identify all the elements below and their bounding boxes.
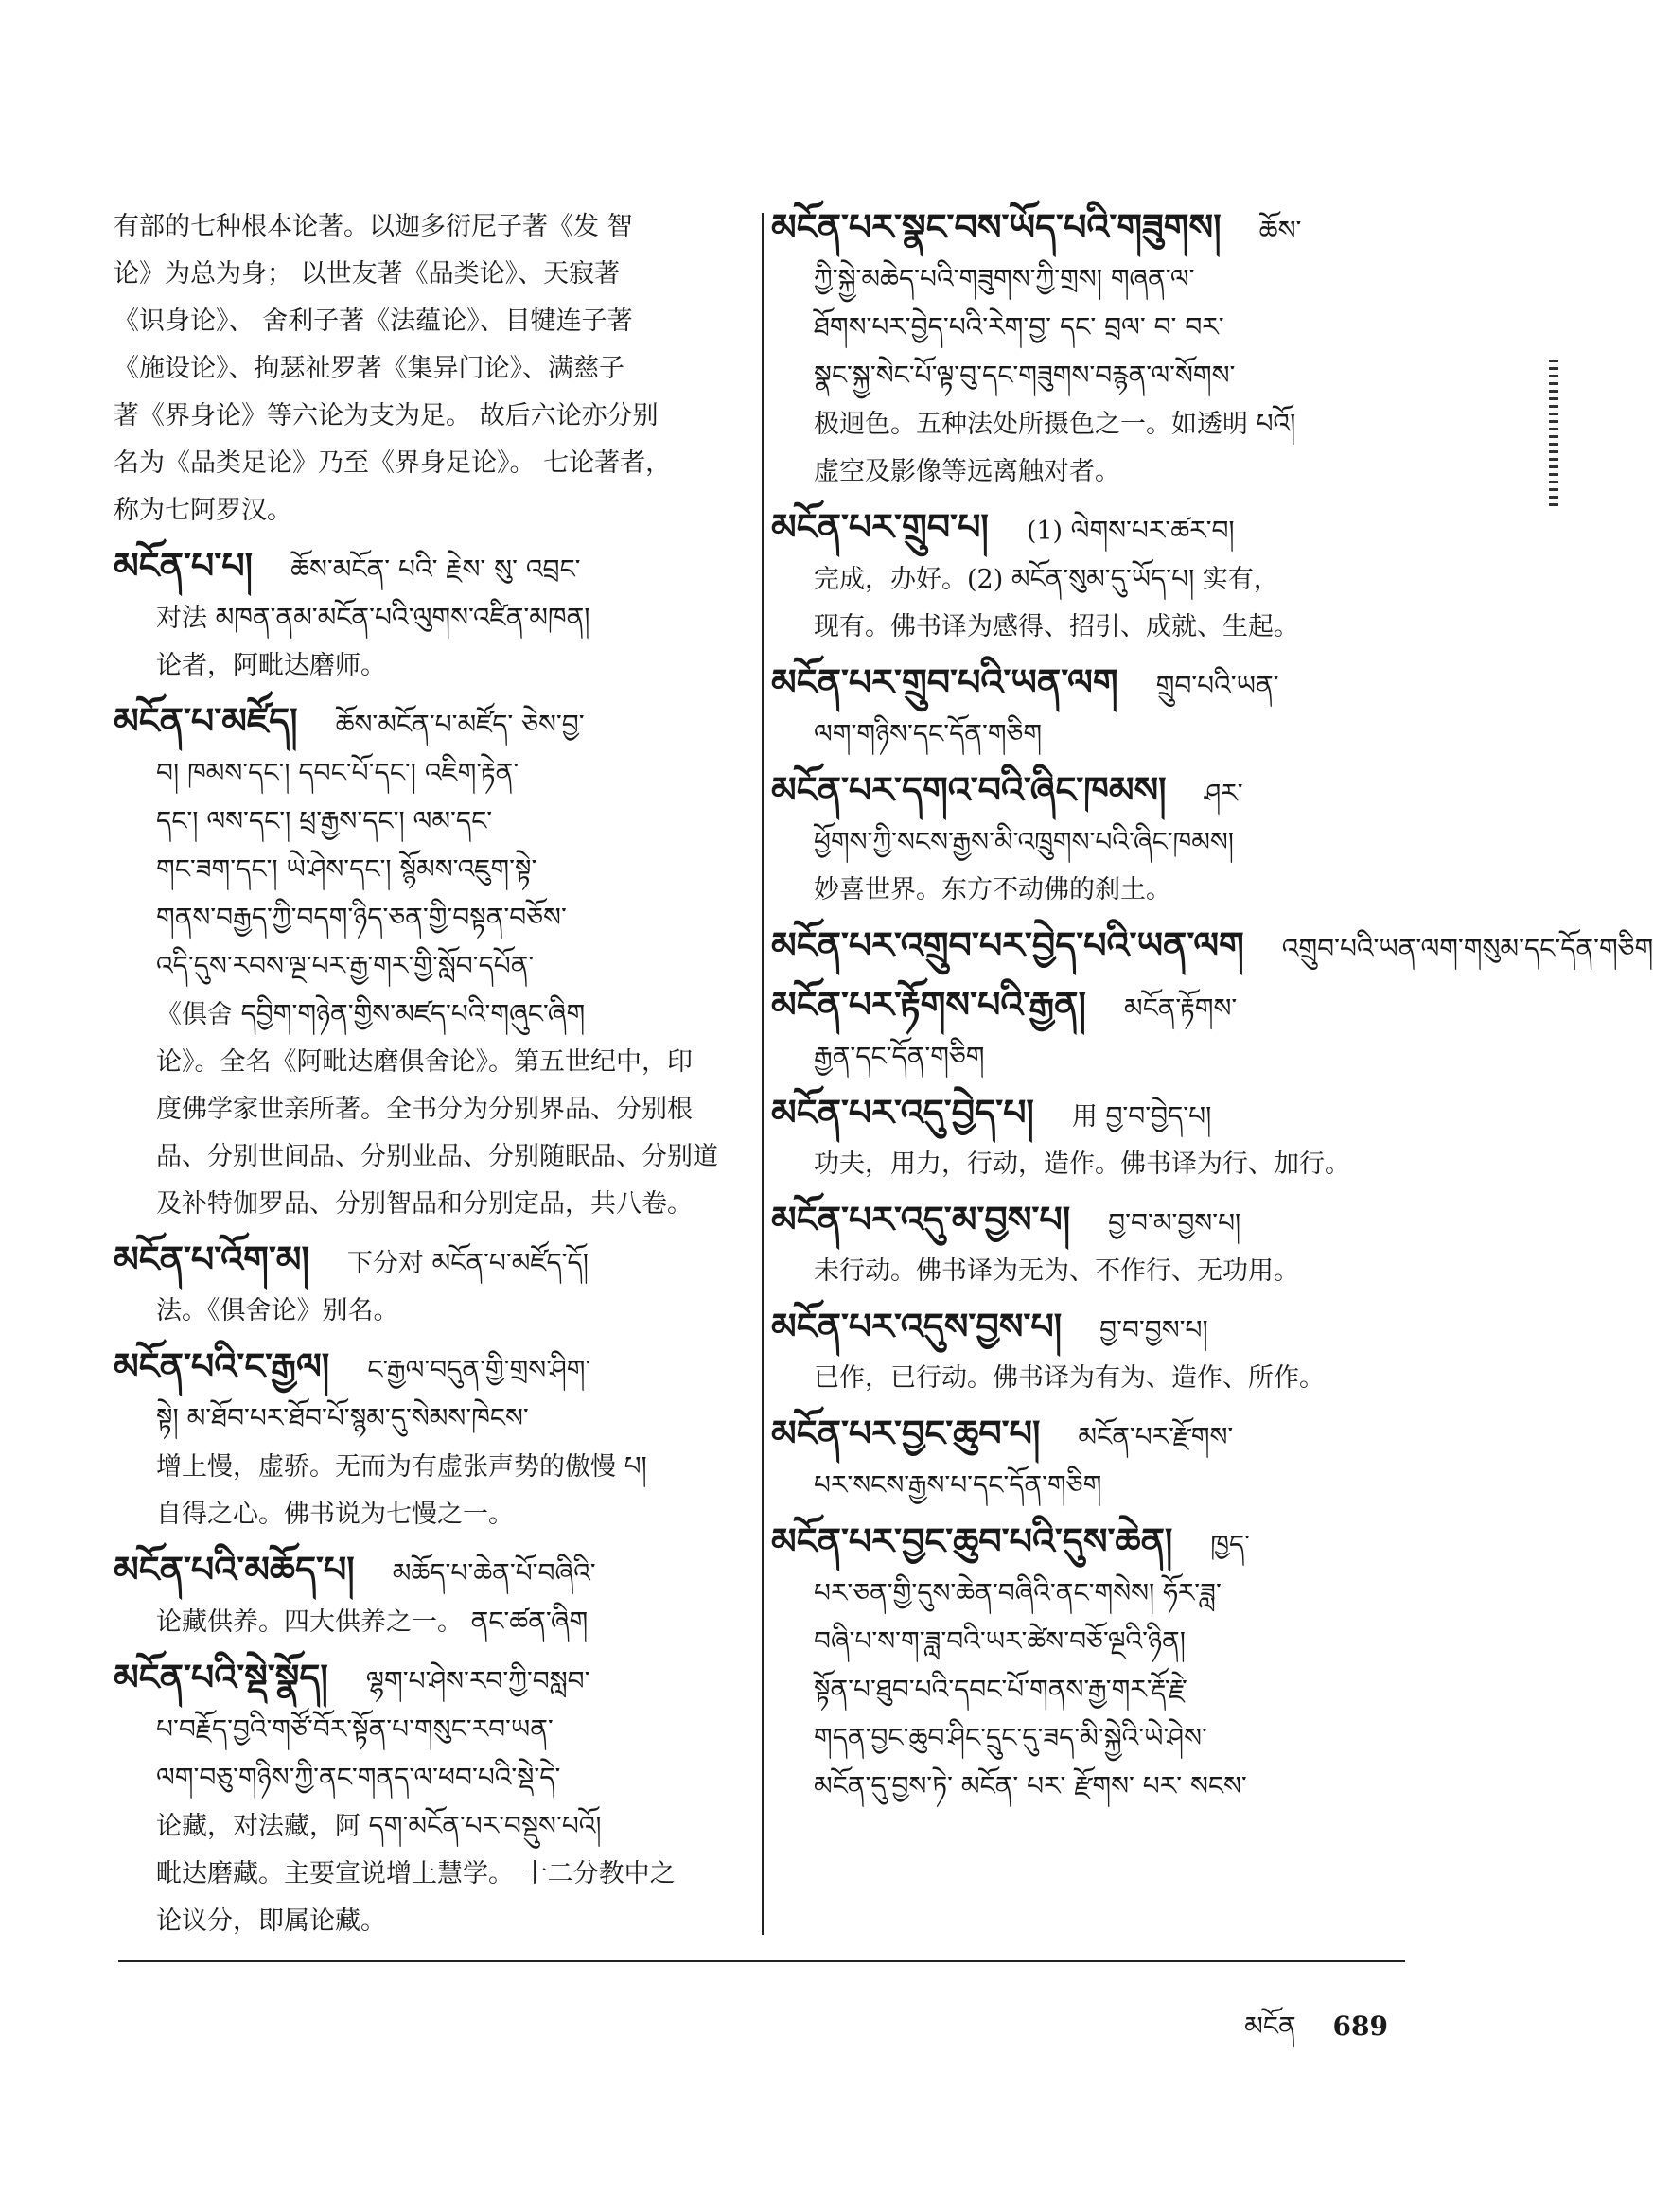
entry-line (114, 942, 729, 991)
entry-line (771, 255, 1415, 304)
chinese-text: 未行动。佛书译为无为、不作行、无功用。 (814, 1256, 1299, 1286)
entry-line (771, 448, 1415, 496)
tibetan-text: ཐོགས་པར་བྱེད་པའི་རེག་བྱ་ དང་ བྲལ་ བ་ བར་ (814, 311, 1224, 342)
entry-line (771, 1089, 1415, 1141)
entry-line (771, 1141, 1415, 1188)
entry-line (114, 1546, 729, 1598)
left-column (114, 203, 729, 1953)
chinese-text: 论藏，对法藏，阿 (156, 1812, 360, 1841)
footer-rule (118, 1960, 1405, 1962)
entry-line (114, 1288, 729, 1335)
chinese-text: (1) (1026, 517, 1064, 546)
tibetan-text: ང་རྒྱལ་བདུན་གྱི་གྲས་ཤིག་ (367, 1354, 591, 1385)
entry-line (114, 1395, 729, 1443)
entry-line (114, 1654, 729, 1706)
entry-line (114, 1598, 729, 1646)
chinese-text: 毗达磨藏。主要宣说增上慧学。 十二分教中之 (156, 1859, 676, 1888)
entry-line (771, 1355, 1415, 1402)
chinese-text: 极迥色。五种法处所摄色之一。如透明 (814, 410, 1248, 439)
headword: མངོན་པར་འདུ་མ་བྱས་པ། (771, 1199, 1071, 1240)
page-footer (1244, 1996, 1388, 2071)
entry-line (771, 1303, 1415, 1355)
chinese-text: 实有， (1202, 565, 1279, 594)
dictionary-entry (771, 203, 1415, 496)
tibetan-text: རྒྱན་དང་དོན་གཅིག (814, 1041, 985, 1072)
headword: མངོན་པར་བྱང་ཆུབ་པའི་དུས་ཆེན། (771, 1520, 1173, 1562)
entry-line (771, 400, 1415, 448)
tibetan-text: དབྱིག་གཉེན་གྱིས་མཛད་པའི་གཞུང་ཞིག (240, 998, 586, 1029)
tibetan-text: འདི་དུས་རབས་ལྔ་པར་རྒྱ་གར་གྱི་སློབ་དཔོན་ (156, 950, 535, 981)
headword: མངོན་པ་འོག་མ། (114, 1238, 309, 1280)
tibetan-text: ལྷག་པ་ཤེས་རབ་ཀྱི་བསླབ་ (365, 1665, 590, 1696)
entry-line (771, 981, 1415, 1033)
headword: མངོན་པར་རྟོགས་པའི་རྒྱན། (771, 984, 1086, 1026)
tibetan-text: ཆོས་ (1258, 215, 1302, 246)
tibetan-text: སྟོན་པ་ཐུབ་པའི་དབང་པོ་གནས་རྒྱ་གར་རྡོ་རྗེ་ (814, 1674, 1187, 1705)
chinese-text: 及补特伽罗品、分别智品和分别定品，共八卷。 (156, 1189, 693, 1219)
entry-line (771, 766, 1415, 818)
tibetan-text: ལག་གཉིས་དང་དོན་གཅིག (814, 718, 1043, 749)
entry-line (114, 1754, 729, 1802)
column-divider (762, 213, 764, 1935)
entry-line (771, 711, 1415, 759)
entry-line (114, 594, 729, 642)
tibetan-text: མཁན་ནམ་མངོན་པའི་ལུགས་འཛིན་མཁན། (215, 602, 590, 633)
dictionary-entry (114, 1546, 729, 1646)
chinese-text: 论藏供养。四大供养之一。 (156, 1607, 463, 1637)
chinese-text: 论》。全名《阿毗达磨俱舍论》。第五世纪中，印 (156, 1047, 693, 1077)
entry-line (114, 697, 729, 749)
tibetan-text: གྲུབ་པའི་ཡན་ (1155, 670, 1279, 701)
entry-line (114, 1236, 729, 1288)
dictionary-entry (771, 503, 1415, 651)
chinese-text: 论者，阿毗达磨师。 (156, 651, 386, 680)
chinese-text: 品、分别世间品、分别业品、分别随眠品、分别道 (156, 1142, 718, 1171)
chinese-text: 论议分，即属论藏。 (156, 1906, 386, 1936)
dictionary-entry (771, 1410, 1415, 1510)
chinese-text: 增上慢，虚骄。无而为有虚张声势的傲慢 (156, 1452, 616, 1482)
tibetan-text: བ། ཁམས་དང་། དབང་པོ་དང་། འཇིག་རྟེན་ (156, 757, 519, 788)
headword: མངོན་པ་མཛོད། (114, 700, 298, 742)
dictionary-entry (771, 658, 1415, 759)
chinese-text: 称为七阿罗汉。 (114, 496, 292, 525)
entry-line (114, 642, 729, 690)
chinese-text: 《施设论》、拘瑟祉罗著《集异门论》、满慈子 (114, 354, 624, 383)
chinese-text: 法。《俱舍论》别名。 (156, 1296, 399, 1325)
chinese-text: 论》为总为身； 以世友著《品类论》、天寂著 (114, 259, 621, 289)
tibetan-text: ནང་ཚན་ཞིག (470, 1606, 589, 1637)
entry-line (114, 894, 729, 942)
entry-line (114, 440, 729, 487)
tibetan-text: དག་མངོན་པར་བསྡུས་པའོ། (368, 1810, 602, 1841)
chinese-text: 《识身论》、 舍利子著《法蕴论》、目犍连子著 (114, 307, 633, 336)
entry-line (771, 1196, 1415, 1248)
tibetan-text: ཤར་ (1204, 778, 1243, 809)
entry-line (114, 1851, 729, 1898)
entry-line (771, 503, 1415, 555)
tibetan-text: དང་། ལས་དང་། ཕྲ་རྒྱས་དང་། ལམ་དང་ (156, 805, 493, 836)
chinese-text: 著《界身论》等六论为支为足。 故后六论亦分别 (114, 401, 659, 430)
chinese-text: 虚空及影像等远离触对者。 (814, 457, 1120, 486)
tibetan-text: བྱ་བ་མ་བྱས་པ། (1108, 1207, 1241, 1238)
entry-line (114, 1443, 729, 1491)
tibetan-text: མངོན་རྟོགས་ (1123, 992, 1238, 1024)
entry-line (114, 1086, 729, 1133)
tibetan-text: མངོན་པར་རྫོགས་ (1078, 1421, 1234, 1452)
dictionary-entry (114, 542, 729, 690)
tibetan-text: ཁྱད་ (1210, 1529, 1251, 1560)
entry-line (771, 1714, 1415, 1763)
tibetan-text: ཆོས་མངོན་ པའི་ རྗེས་ སུ་ འབྲང་ (290, 553, 581, 585)
dictionary-entry (771, 766, 1415, 914)
entry-line (114, 1039, 729, 1086)
entry-line (114, 749, 729, 798)
entry-line (114, 1898, 729, 1945)
dictionary-entry (771, 1196, 1415, 1295)
chinese-text: 名为《品类足论》乃至《界身足论》。 七论著者， (114, 448, 672, 478)
entry-line (771, 658, 1415, 711)
tibetan-text: མངོན་དུ་བྱས་ཏེ་ མངོན་ པར་ རྫོགས་ པར་ སངས་ (814, 1770, 1247, 1801)
chinese-text: 度佛学家世亲所著。全书分为分别界品、分别根 (156, 1095, 693, 1124)
headword: མངོན་པར་འདུ་བྱེད་པ། (771, 1092, 1034, 1133)
chinese-text: 有部的七种根本论著。以迦多衍尼子著《发 智 (114, 212, 633, 241)
chinese-text: 下分对 (346, 1249, 424, 1278)
tibetan-text: པ་བརྗོད་བྱའི་གཙོ་བོར་སྟོན་པ་གསུང་རབ་ཡན་ (156, 1713, 554, 1745)
entry-line (114, 846, 729, 894)
entry-line (771, 1410, 1415, 1462)
entry-line (771, 1033, 1415, 1081)
tibetan-text: བྱ་བ་བྱས་པ། (1099, 1314, 1208, 1345)
chinese-text: 已作，已行动。佛书译为有为、造作、所作。 (814, 1363, 1325, 1393)
headword: མངོན་པའི་སྡེ་སྣོད། (114, 1657, 328, 1698)
chinese-text: 现有。佛书译为感得、招引、成就、生起。 (814, 612, 1299, 641)
entry-line (114, 345, 729, 393)
headword: མངོན་པར་དགའ་བའི་ཞིང་ཁམས། (771, 769, 1167, 811)
tibetan-text: མངོན་པ་མཛོད་དོ། (431, 1247, 589, 1278)
tibetan-text: པར་ཅན་གྱི་དུས་ཆེན་བཞིའི་ནང་གསེས། ཧོར་ཟླ་ (814, 1577, 1222, 1608)
entry-line (114, 203, 729, 251)
tibetan-text: པའོ། (1256, 408, 1296, 439)
dictionary-entry (771, 1303, 1415, 1402)
dictionary-entry (771, 922, 1653, 974)
entry-line (771, 867, 1415, 914)
headword: མངོན་པར་བྱང་ཆུབ་པ། (771, 1413, 1041, 1454)
entry-line (114, 1133, 729, 1181)
entry-line (114, 1706, 729, 1754)
chinese-text: 自得之心。佛书说为七慢之一。 (156, 1500, 514, 1529)
dictionary-entry (771, 1089, 1415, 1188)
tibetan-text: སྟེ། མ་ཐོབ་པར་ཐོབ་པོ་སྙམ་དུ་སེམས་ཁེངས་ (156, 1402, 529, 1433)
entry-line (771, 1462, 1415, 1510)
entry-line (771, 922, 1653, 974)
tibetan-text: པར་སངས་རྒྱས་པ་དང་དོན་གཅིག (814, 1469, 1102, 1501)
chinese-text: 功夫，用力，行动，造作。佛书译为行、加行。 (814, 1150, 1350, 1179)
scan-edge-marks (1549, 360, 1558, 511)
dictionary-entry (114, 203, 729, 535)
entry-line (114, 298, 729, 345)
entry-line (771, 1570, 1415, 1618)
entry-line (771, 604, 1415, 651)
tibetan-text: གདན་བྱང་ཆུབ་ཤིང་དྲུང་དུ་ཟད་མི་སྐྱེའི་ཡེ་ཤེས་ (814, 1722, 1207, 1753)
entry-line (771, 203, 1415, 255)
dictionary-entry (114, 697, 729, 1228)
tibetan-text: ཆོས་མངོན་པ་མཛོད་ ཅེས་བྱ་ (335, 709, 585, 740)
entry-line (114, 393, 729, 440)
chinese-text: 用 (1071, 1102, 1098, 1132)
tibetan-text: པ། (624, 1450, 647, 1482)
entry-line (771, 304, 1415, 352)
dictionary-entry (114, 1654, 729, 1945)
entry-line (114, 1491, 729, 1538)
entry-line (114, 1181, 729, 1228)
entry-line (114, 251, 729, 298)
chinese-text: 妙喜世界。东方不动佛的刹土。 (814, 875, 1171, 904)
entry-line (771, 352, 1415, 400)
dictionary-entry (114, 1236, 729, 1335)
headword: མངོན་པར་གྲུབ་པའི་ཡན་ལག (771, 661, 1118, 703)
tibetan-text: འགྲུབ་པའི་ཡན་ལག་གསུམ་དང་དོན་གཅིག (1281, 933, 1653, 964)
right-column (771, 203, 1653, 1818)
page-number: 689 (1332, 2010, 1388, 2042)
tibetan-text: གནས་བརྒྱད་ཀྱི་བདག་ཉིད་ཅན་གྱི་བསྟན་བཅོས་ (156, 902, 567, 933)
headword: མངོན་པའི་ང་རྒྱལ། (114, 1345, 330, 1387)
guide-word: མངོན (1244, 2010, 1296, 2042)
headword: མངོན་པར་འགྲུབ་པར་བྱེད་པའི་ཡན་ལག (771, 924, 1244, 966)
dictionary-entry (114, 1343, 729, 1538)
entry-line (114, 991, 729, 1039)
headword: མངོན་པར་འདུས་བྱས་པ། (771, 1306, 1063, 1347)
entry-line (114, 487, 729, 535)
entry-line (771, 818, 1415, 867)
tibetan-text: བྱ་བ་བྱེད་པ། (1105, 1100, 1212, 1132)
headword: མངོན་པའི་མཆོད་པ། (114, 1549, 355, 1590)
tibetan-text: ཀྱི་སྐྱེ་མཆེད་པའི་གཟུགས་ཀྱི་གྲས། གཞན་ལ་ (814, 263, 1195, 294)
entry-line (771, 1666, 1415, 1714)
dictionary-entry (771, 981, 1415, 1081)
tibetan-text: གང་ཟག་དང་། ཡེ་ཤེས་དང་། སྙོམས་འཇུག་སྟེ་ (156, 853, 537, 885)
tibetan-text: ལག་བཅུ་གཉིས་ཀྱི་ནང་གནད་ལ་ཕབ་པའི་སྡེ་དེ་ (156, 1762, 561, 1793)
entry-line (771, 555, 1415, 604)
tibetan-text: མཆོད་པ་ཆེན་པོ་བཞིའི་ (392, 1557, 596, 1589)
tibetan-text: ཕྱོགས་ཀྱི་སངས་རྒྱས་མི་འཁྲུགས་པའི་ཞིང་ཁམས། (814, 826, 1235, 857)
tibetan-text: ལེགས་པར་ཚར་བ། (1070, 515, 1235, 546)
headword: མངོན་པར་སྣང་བས་ཡོད་པའི་གཟུགས། (771, 206, 1222, 248)
tibetan-text: མངོན་སུམ་དུ་ཡོད་པ། (1011, 563, 1195, 594)
dictionary-entry (771, 1518, 1415, 1811)
headword: མངོན་པ་པ། (114, 545, 254, 587)
entry-line (114, 542, 729, 594)
entry-line (771, 1248, 1415, 1295)
chinese-text: 完成，办好。(2) (814, 565, 1004, 594)
entry-line (114, 1802, 729, 1851)
tibetan-text: བཞི་པ་ས་ག་ཟླ་བའི་ཡར་ཚེས་བཅོ་ལྔའི་ཉིན། (814, 1625, 1186, 1657)
headword: མངོན་པར་གྲུབ་པ། (771, 506, 989, 548)
entry-line (771, 1518, 1415, 1570)
chinese-text: 对法 (156, 604, 207, 633)
entry-line (114, 1343, 729, 1395)
entry-line (771, 1618, 1415, 1666)
entry-line (771, 1763, 1415, 1811)
tibetan-text: སྣང་སྐྱ་སེང་པོ་ལྟ་བུ་དང་གཟུགས་བརྙན་ལ་སོགས་ (814, 360, 1236, 391)
entry-line (114, 798, 729, 846)
chinese-text: 《俱舍 (156, 1000, 233, 1029)
